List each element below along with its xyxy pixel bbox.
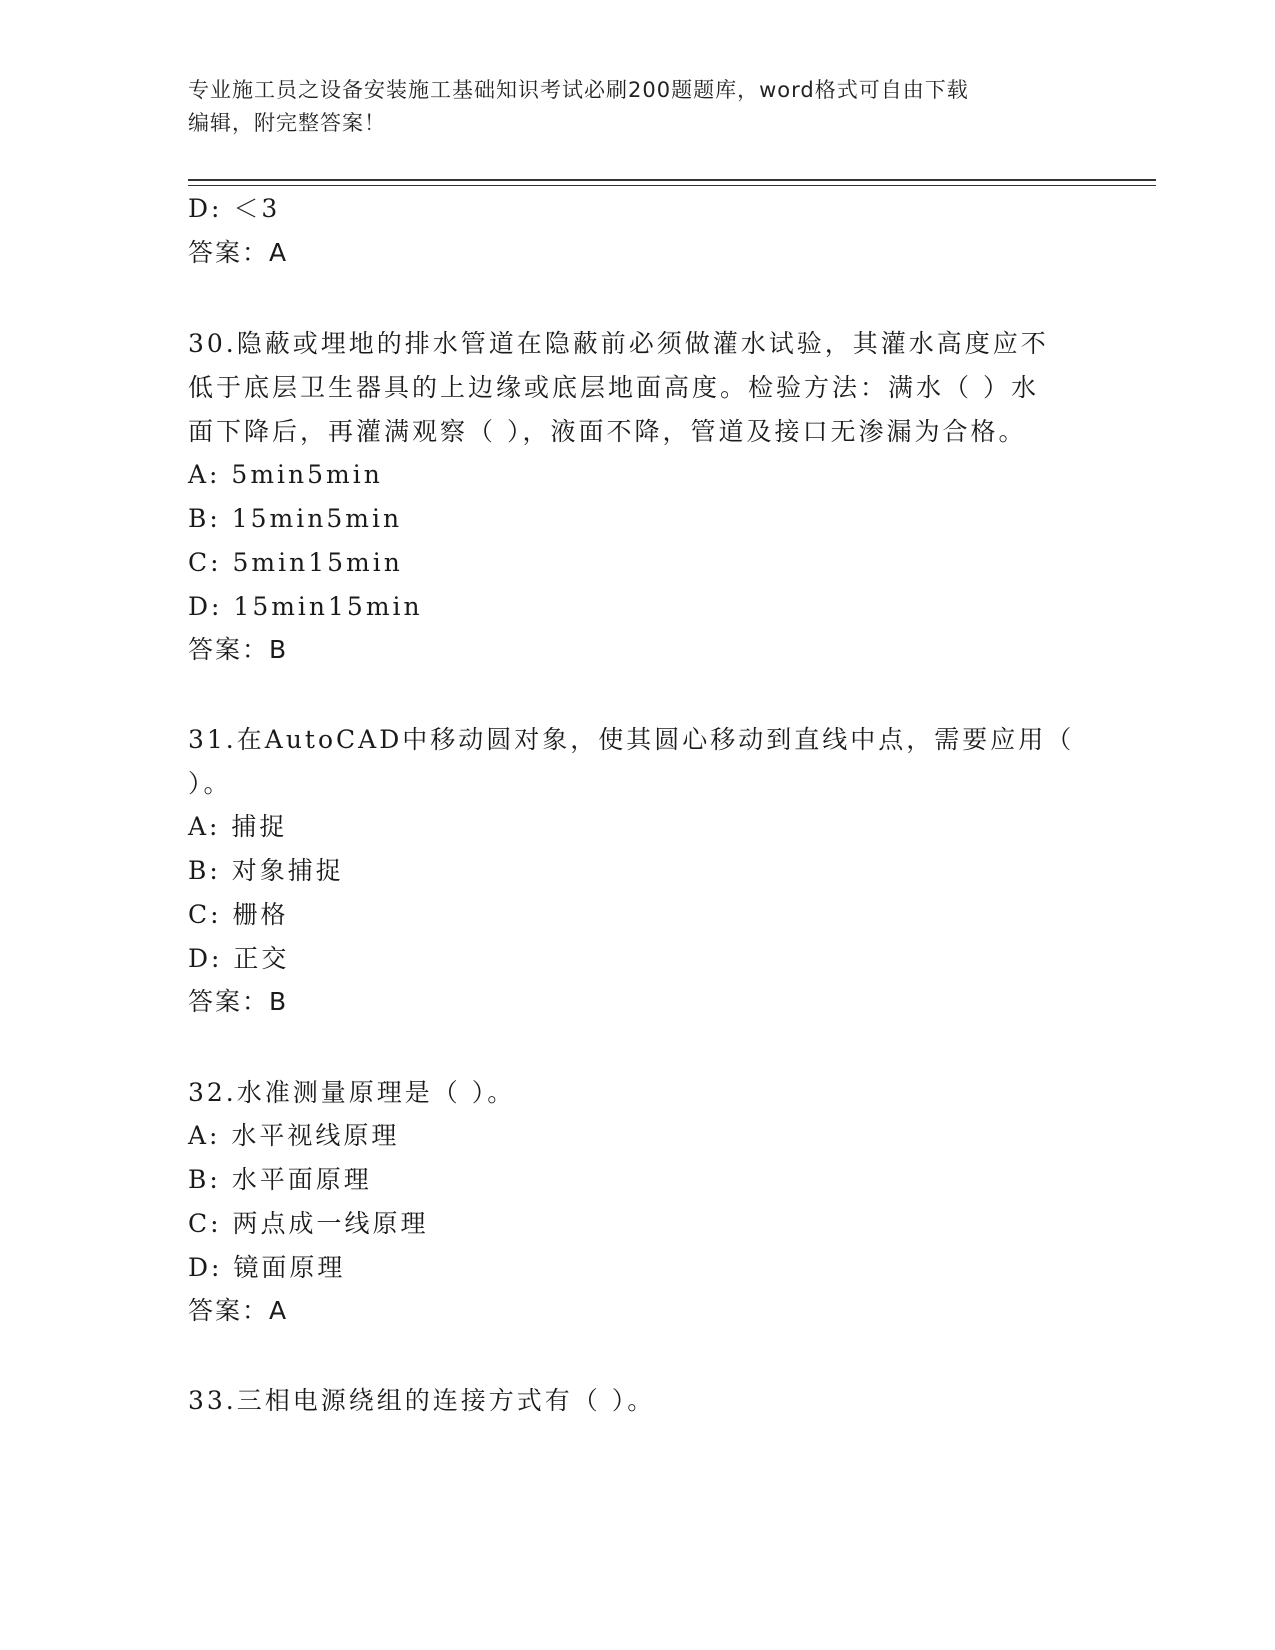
header-line-2: 编辑，附完整答案！ (188, 111, 386, 135)
q31-option-d: D: 正交 (188, 944, 290, 973)
q32-option-a: A: 水平视线原理 (188, 1121, 400, 1150)
q33-text-line-1: 33.三相电源绕组的连接方式有（ ）。 (188, 1386, 656, 1415)
prev-answer: 答案：A (188, 238, 289, 267)
q31-answer: 答案：B (188, 987, 289, 1016)
q31-text-line-2: ）。 (188, 769, 232, 798)
q30-option-c: C: 5min15min (188, 548, 403, 577)
header-divider-thick (188, 179, 1156, 181)
q30-text-line-3: 面下降后，再灌满观察（ ），液面不降，管道及接口无渗漏为合格。 (188, 417, 1027, 446)
document-header (188, 74, 1068, 140)
q32-option-b: B: 水平面原理 (188, 1165, 372, 1194)
q31-text-line-1: 31.在AutoCAD中移动圆对象，使其圆心移动到直线中点，需要应用（ (188, 725, 1075, 754)
q32-answer: 答案：A (188, 1296, 289, 1325)
q30-option-a: A: 5min5min (188, 460, 383, 489)
q31-option-a: A: 捕捉 (188, 812, 288, 841)
prev-option-d: D: ＜3 (188, 194, 281, 223)
q31-option-b: B: 对象捕捉 (188, 856, 344, 885)
q31-option-c: C: 栅格 (188, 900, 289, 929)
q30-option-d: D: 15min15min (188, 592, 423, 621)
q32-option-d: D: 镜面原理 (188, 1253, 346, 1282)
header-line-1: 专业施工员之设备安装施工基础知识考试必刷200题题库，word格式可自由下载 (188, 78, 969, 102)
header-divider-thin (188, 185, 1156, 186)
q30-option-b: B: 15min5min (188, 504, 403, 533)
q32-text-line-1: 32.水准测量原理是（ ）。 (188, 1078, 516, 1107)
q30-text-line-2: 低于底层卫生器具的上边缘或底层地面高度。检验方法：满水（ ）水 (188, 373, 1039, 402)
q32-option-c: C: 两点成一线原理 (188, 1209, 429, 1238)
q30-answer: 答案：B (188, 635, 289, 664)
q30-text-line-1: 30.隐蔽或埋地的排水管道在隐蔽前必须做灌水试验，其灌水高度应不 (188, 329, 1049, 358)
